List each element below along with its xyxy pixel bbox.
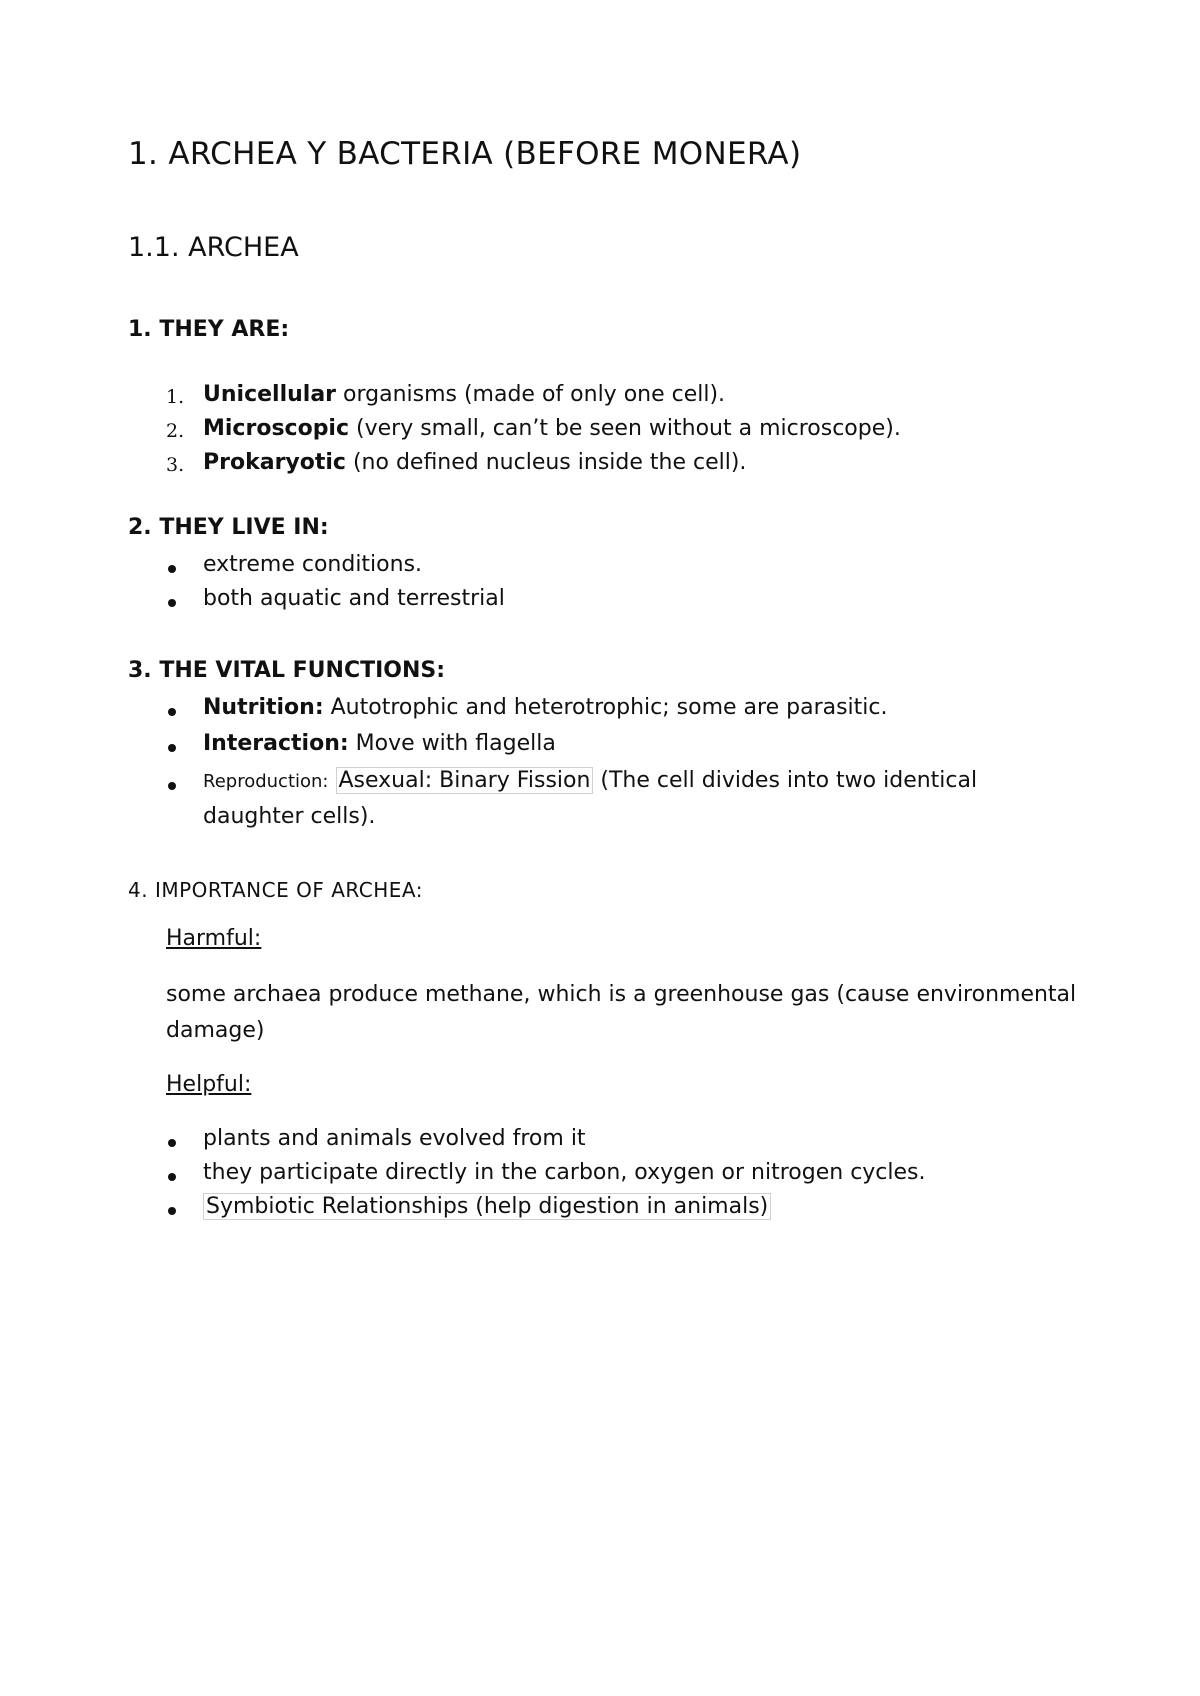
label-harmful: Harmful:	[166, 926, 262, 951]
list-item	[203, 1194, 771, 1219]
item-text: Move with flagella	[348, 731, 556, 756]
label-helpful: Helpful:	[166, 1072, 252, 1097]
list-number: 1.	[166, 386, 185, 408]
bullet-icon	[168, 1173, 176, 1181]
page-title: 1. ARCHEA Y BACTERIA (BEFORE MONERA)	[128, 136, 802, 172]
term: Microscopic	[203, 416, 350, 441]
heading-they-are: 1. THEY ARE:	[128, 317, 290, 342]
term: Interaction:	[203, 731, 349, 756]
paragraph-harmful-continuation: damage)	[166, 1018, 265, 1043]
item-text: (no defined nucleus inside the cell).	[345, 450, 747, 475]
list-item-interaction	[203, 731, 556, 756]
item-text: (very small, can’t be seen without a microscope).	[349, 416, 901, 441]
bullet-icon	[168, 599, 176, 607]
bullet-icon	[168, 1207, 176, 1215]
term: Reproduction:	[203, 771, 329, 792]
bullet-icon	[168, 744, 176, 752]
bullet-icon	[168, 782, 176, 790]
term: Unicellular	[203, 382, 337, 407]
heading-vital-functions: 3. THE VITAL FUNCTIONS:	[128, 658, 446, 683]
boxed-text: Symbiotic Relationships (help digestion in animals)	[203, 1193, 771, 1220]
bullet-icon	[168, 708, 176, 716]
boxed-text: Asexual: Binary Fission	[336, 767, 594, 794]
bullet-icon	[168, 1139, 176, 1147]
list-item: plants and animals evolved from it	[203, 1126, 586, 1151]
paragraph-harmful: some archaea produce methane, which is a greenhouse gas (cause environmental	[166, 982, 1077, 1007]
heading-importance: 4. IMPORTANCE OF ARCHEA:	[128, 878, 423, 902]
section-subtitle: 1.1. ARCHEA	[128, 232, 299, 263]
item-text: Autotrophic and heterotrophic; some are parasitic.	[323, 695, 888, 720]
term: Prokaryotic	[203, 450, 346, 475]
list-item-nutrition	[203, 695, 888, 720]
item-text: organisms (made of only one cell).	[336, 382, 726, 407]
list-number: 3.	[166, 454, 185, 476]
term: Nutrition:	[203, 695, 324, 720]
list-item: extreme conditions.	[203, 552, 423, 577]
heading-they-live-in: 2. THEY LIVE IN:	[128, 515, 329, 540]
list-item	[203, 416, 901, 441]
list-item-continuation: daughter cells).	[203, 804, 376, 829]
bullet-icon	[168, 565, 176, 573]
list-item-reproduction	[203, 768, 977, 793]
list-item	[203, 382, 725, 407]
list-item: both aquatic and terrestrial	[203, 586, 505, 611]
list-item: they participate directly in the carbon, oxygen or nitrogen cycles.	[203, 1160, 926, 1185]
list-item	[203, 450, 746, 475]
list-number: 2.	[166, 420, 185, 442]
item-text: (The cell divides into two identical	[593, 768, 978, 793]
